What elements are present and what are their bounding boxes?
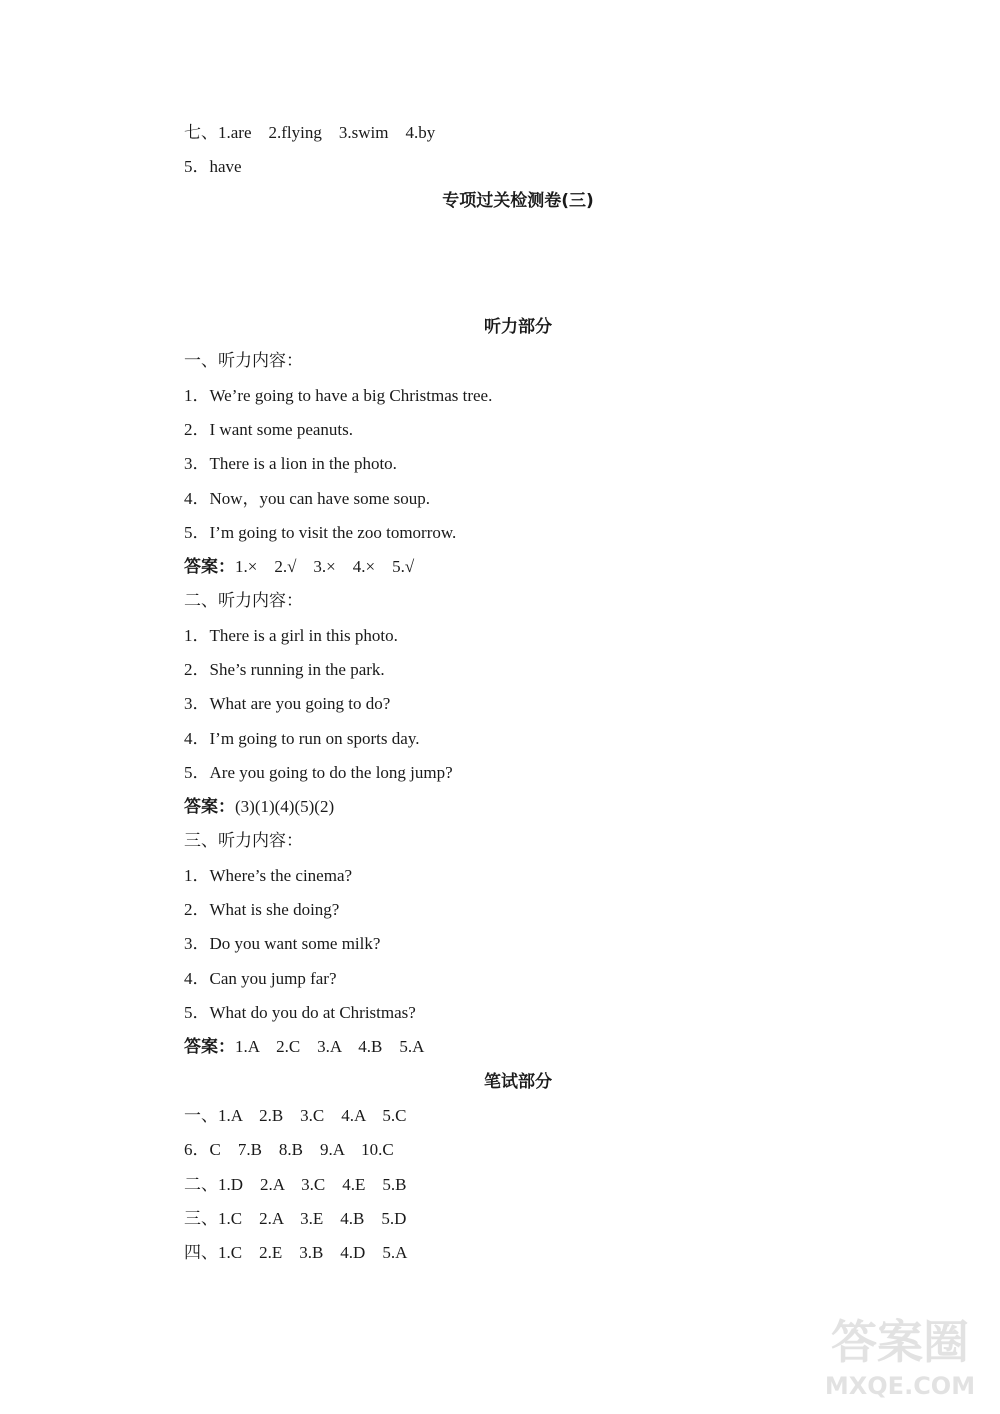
listening-part2-label: 二、听力内容： (184, 591, 303, 610)
listening-part3-answer (184, 1036, 424, 1058)
answer-value: 1.A 2.C 3.A 4.B 5.A (235, 1037, 425, 1056)
listening-part1-label: 一、听力内容： (184, 351, 303, 370)
prev-section-line-2: 5．have (184, 157, 242, 176)
answer-label: 答案： (184, 557, 235, 577)
listening-part1-item: 5．I’m going to visit the zoo tomorrow. (184, 523, 457, 542)
listening-part2-item: 5．Are you going to do the long jump? (184, 763, 453, 782)
watermark-text-bottom: MXQE.COM (824, 1372, 976, 1400)
listening-part2-item: 3．What are you going to do? (184, 694, 391, 713)
watermark-logo (810, 1306, 990, 1406)
listening-part3-item: 2．What is she doing? (184, 900, 340, 919)
written-answer-line: 四、1.C 2.E 3.B 4.D 5.A (184, 1243, 408, 1262)
listening-part1-item: 1．We’re going to have a big Christmas tree. (184, 386, 493, 405)
answer-value: (3)(1)(4)(5)(2) (235, 797, 335, 816)
test-title: 专项过关检测卷(三) (442, 191, 594, 211)
listening-part3-item: 4．Can you jump far? (184, 969, 337, 988)
answer-label: 答案： (184, 1037, 235, 1057)
written-answer-line: 6．C 7.B 8.B 9.A 10.C (184, 1140, 394, 1159)
listening-part2-item: 1．There is a girl in this photo. (184, 626, 398, 645)
written-answer-line: 一、1.A 2.B 3.C 4.A 5.C (184, 1106, 407, 1125)
written-answer-line: 二、1.D 2.A 3.C 4.E 5.B (184, 1175, 407, 1194)
written-heading: 笔试部分 (484, 1072, 552, 1092)
answer-value: 1.× 2.√ 3.× 4.× 5.√ (235, 557, 415, 576)
listening-part3-label: 三、听力内容： (184, 831, 303, 850)
answer-label: 答案： (184, 797, 235, 817)
written-answer-line: 三、1.C 2.A 3.E 4.B 5.D (184, 1209, 407, 1228)
prev-section-line-1: 七、1.are 2.flying 3.swim 4.by (184, 123, 436, 142)
listening-part2-item: 4．I’m going to run on sports day. (184, 729, 420, 748)
watermark-text-top: 答案圈 (831, 1315, 969, 1369)
listening-part1-item: 2．I want some peanuts. (184, 420, 354, 439)
listening-heading: 听力部分 (484, 317, 552, 337)
listening-part2-answer (184, 796, 334, 818)
listening-part1-item: 3．There is a lion in the photo. (184, 454, 397, 473)
listening-part3-item: 1．Where’s the cinema? (184, 866, 353, 885)
listening-part1-answer (184, 556, 414, 578)
listening-part3-item: 5．What do you do at Christmas? (184, 1003, 416, 1022)
listening-part3-item: 3．Do you want some milk? (184, 934, 381, 953)
listening-part2-item: 2．She’s running in the park. (184, 660, 385, 679)
listening-part1-item: 4．Now，you can have some soup. (184, 489, 430, 508)
